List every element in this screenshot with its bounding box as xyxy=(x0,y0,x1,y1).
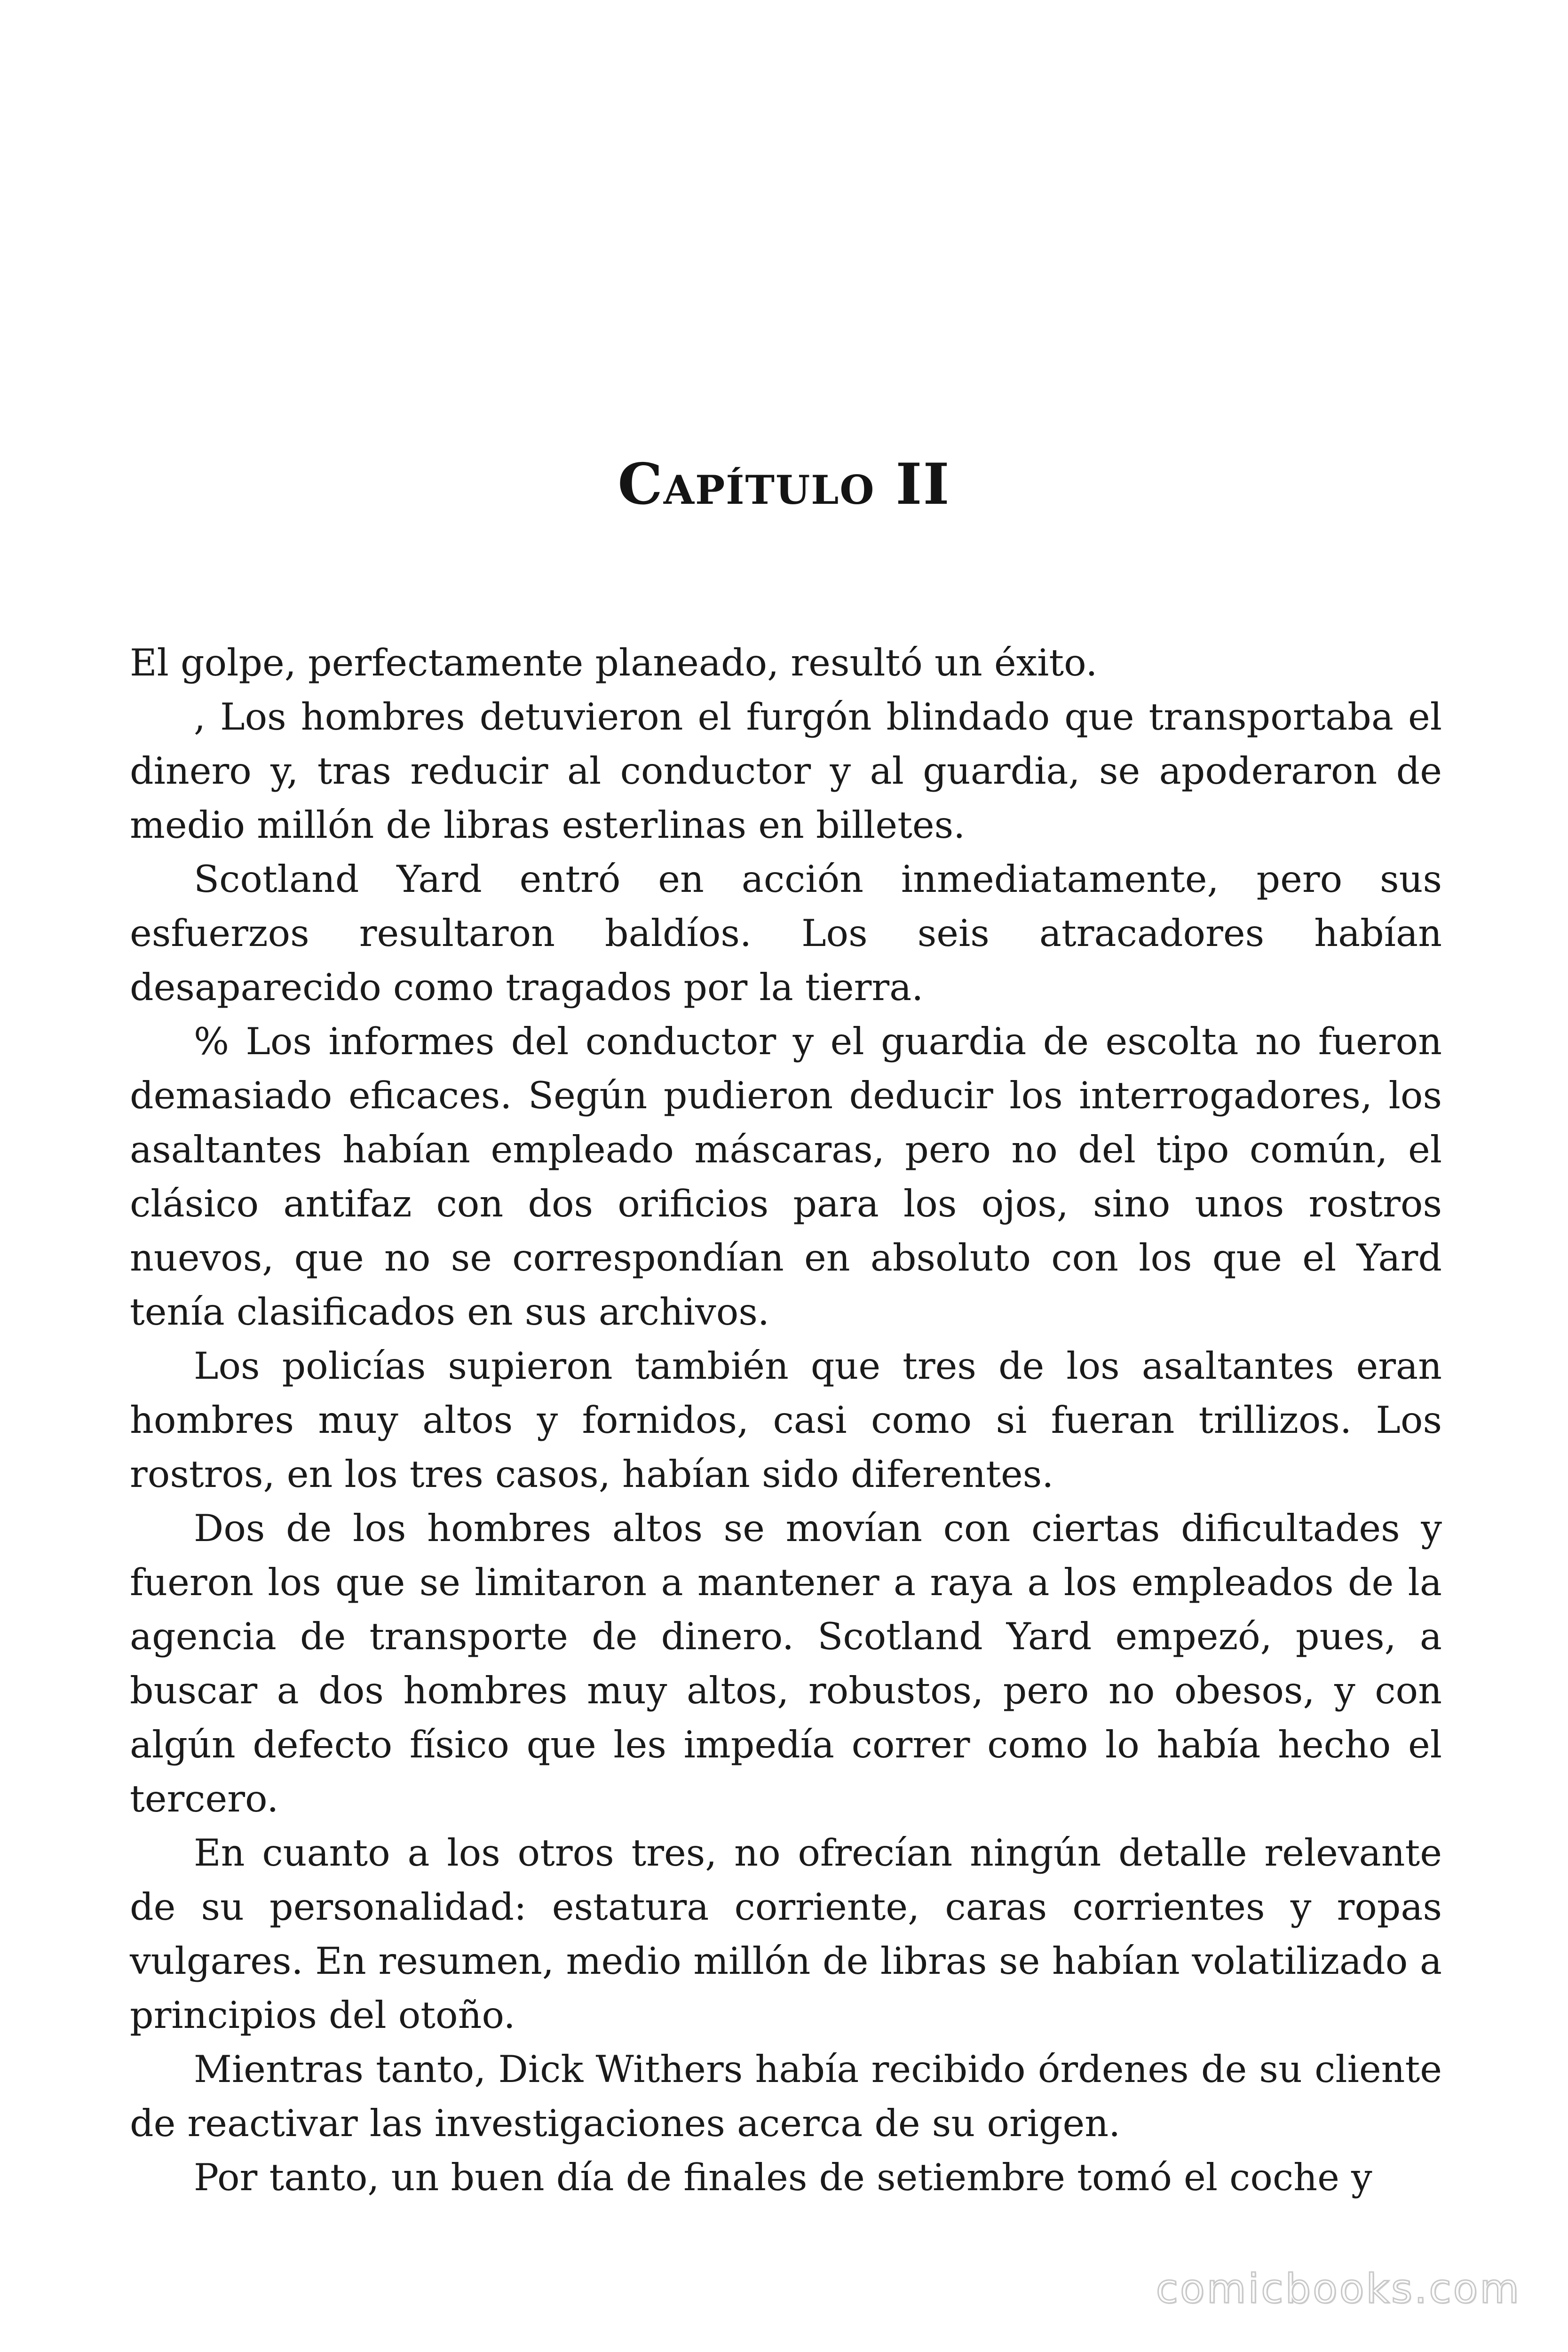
chapter-title: Capítulo II xyxy=(618,451,950,517)
paragraph: Por tanto, un buen día de finales de setiembre tomó el coche y xyxy=(194,2156,1372,2199)
site-watermark: comicbooks.com xyxy=(1156,2265,1521,2312)
paragraph: El golpe, perfectamente planeado, resultó un éxito. xyxy=(130,641,1098,684)
paragraph: , Los hombres detuvieron el furgón blindado que transportaba el dinero y, tras reducir al conductor y al guardia, se apoderaron de medio millón de libras esterlinas en billetes. xyxy=(130,695,1442,847)
paragraph: Mientras tanto, Dick Withers había recibido órdenes de su cliente de reactivar las investigaciones acerca de su origen. xyxy=(130,2048,1442,2145)
paragraph: Los policías supieron también que tres de los asaltantes eran hombres muy altos y fornidos, casi como si fueran trillizos. Los rostros, en los tres casos, habían sido diferentes. xyxy=(130,1344,1442,1496)
paragraph: En cuanto a los otros tres, no ofrecían ningún detalle relevante de su personalidad: estatura corriente, caras corrientes y ropas vulgares. En resumen, medio millón de libras se habían volatilizado a principios del otoño. xyxy=(130,1831,1442,2037)
paragraph: Scotland Yard entró en acción inmediatamente, pero sus esfuerzos resultaron baldíos. Los seis atracadores habían desaparecido como tragados por la tierra. xyxy=(130,858,1442,1009)
paragraph: % Los informes del conductor y el guardia de escolta no fueron demasiado eficaces. Según pudieron deducir los interrogadores, los asaltantes habían empleado máscaras, pero no del tipo común, el clásico antifaz con dos orificios para los ojos, sino unos rostros nuevos, que no se correspondían en absoluto con los que el Yard tenía clasificados en sus archivos. xyxy=(130,1020,1442,1334)
chapter-body xyxy=(130,636,1442,2205)
paragraph: Dos de los hombres altos se movían con ciertas dificultades y fueron los que se limitaron a mantener a raya a los empleados de la agencia de transporte de dinero. Scotland Yard empezó, pues, a buscar a dos hombres muy altos, robustos, pero no obesos, y con algún defecto físico que les impedía correr como lo había hecho el tercero. xyxy=(130,1507,1442,1820)
